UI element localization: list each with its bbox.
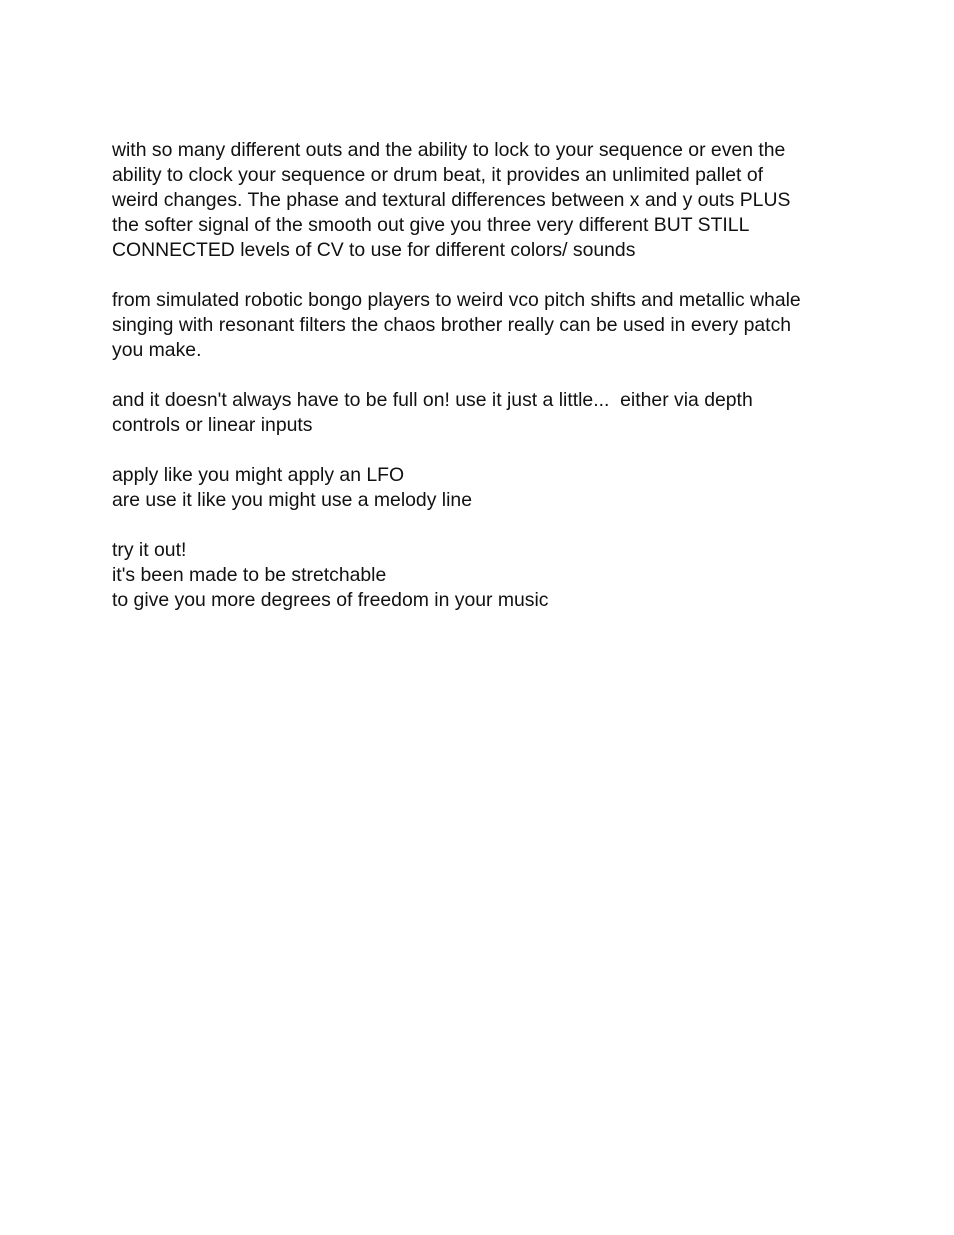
text-line: it's been made to be stretchable [112, 564, 387, 586]
text-line: the softer signal of the smooth out give you three very different BUT STILL [112, 214, 750, 236]
text-line: and it doesn't always have to be full on! use it just a little... either via depth [112, 389, 753, 411]
text-line: from simulated robotic bongo players to weird vco pitch shifts and metallic whale [112, 289, 801, 311]
paragraph-try-it [112, 538, 872, 613]
paragraph-apply [112, 463, 872, 513]
text-line: try it out! [112, 539, 187, 561]
text-line: to give you more degrees of freedom in your music [112, 589, 549, 611]
paragraph-subtle-use [112, 388, 872, 438]
text-line: singing with resonant filters the chaos brother really can be used in every patch [112, 314, 792, 336]
paragraph-outs-description [112, 138, 872, 263]
text-line: controls or linear inputs [112, 414, 313, 436]
text-line: with so many different outs and the ability to lock to your sequence or even the [112, 139, 786, 161]
text-line: ability to clock your sequence or drum beat, it provides an unlimited pallet of [112, 164, 764, 186]
text-line: CONNECTED levels of CV to use for different colors/ sounds [112, 239, 636, 261]
text-line: you make. [112, 339, 202, 361]
text-line: apply like you might apply an LFO [112, 464, 405, 486]
document-body [112, 138, 872, 613]
text-line: weird changes. The phase and textural differences between x and y outs PLUS [112, 189, 791, 211]
text-line: are use it like you might use a melody line [112, 489, 472, 511]
paragraph-use-cases [112, 288, 872, 363]
